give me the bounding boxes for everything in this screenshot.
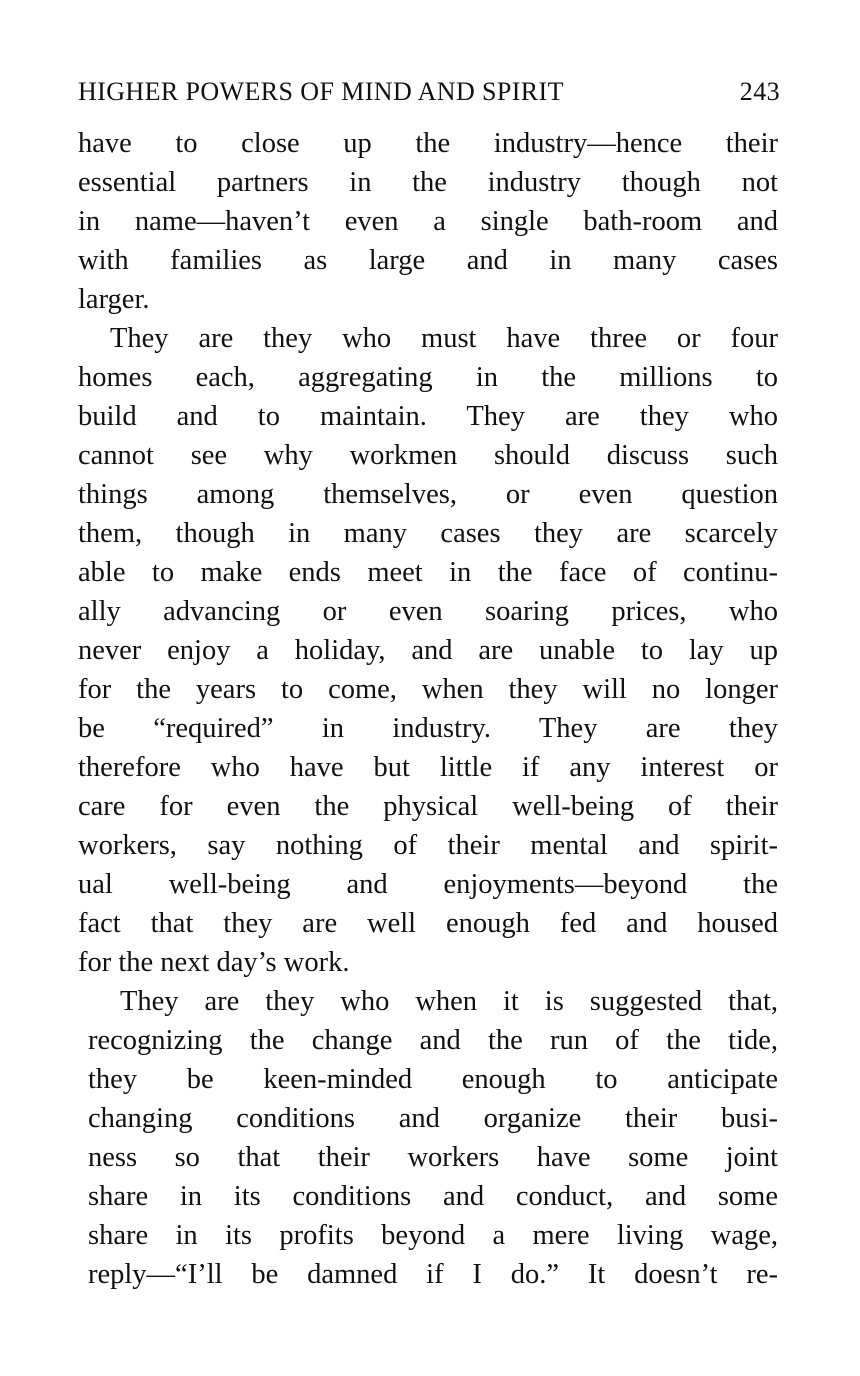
text-line: homes each, aggregating in the millions to — [78, 362, 778, 393]
text-line: for the years to come, when they will no longer — [78, 674, 778, 705]
text-line: able to make ends meet in the face of continu- — [78, 557, 778, 588]
text-line: fact that they are well enough fed and housed — [78, 908, 778, 939]
text-line: care for even the physical well-being of their — [78, 791, 778, 822]
text-line: build and to maintain. They are they who — [78, 401, 778, 432]
text-line: They are they who must have three or four — [110, 323, 778, 354]
text-line: share in its profits beyond a mere living wage, — [88, 1220, 778, 1251]
text-line: ual well-being and enjoyments—beyond the — [78, 869, 778, 900]
text-line: in name—haven’t even a single bath-room and — [78, 206, 778, 237]
text-line: with families as large and in many cases — [78, 245, 778, 276]
chapter-title: HIGHER POWERS OF MIND AND SPIRIT — [78, 77, 564, 106]
paragraph — [78, 124, 778, 319]
text-line: never enjoy a holiday, and are unable to lay up — [78, 635, 778, 666]
text-line: they be keen-minded enough to anticipate — [88, 1064, 778, 1095]
text-line: reply—“I’ll be damned if I do.” It doesn’t re- — [88, 1259, 778, 1290]
page-number: 243 — [739, 77, 780, 106]
text-line: cannot see why workmen should discuss such — [78, 440, 778, 471]
text-line: essential partners in the industry though not — [78, 167, 778, 198]
paragraph — [78, 982, 778, 1294]
running-head — [78, 74, 780, 110]
text-line: for the next day’s work. — [78, 947, 350, 978]
text-line: larger. — [78, 284, 150, 315]
paragraph — [78, 319, 778, 982]
body-text — [78, 124, 778, 1294]
text-line: workers, say nothing of their mental and spirit- — [78, 830, 778, 861]
text-line: ness so that their workers have some joint — [88, 1142, 778, 1173]
text-line: They are they who when it is suggested that, — [120, 986, 778, 1017]
text-line: them, though in many cases they are scarcely — [78, 518, 778, 549]
text-line: have to close up the industry—hence their — [78, 128, 778, 159]
text-line: ally advancing or even soaring prices, who — [78, 596, 778, 627]
text-line: be “required” in industry. They are they — [78, 713, 778, 744]
text-line: share in its conditions and conduct, and some — [88, 1181, 778, 1212]
text-line: changing conditions and organize their busi- — [88, 1103, 778, 1134]
text-line: recognizing the change and the run of the tide, — [88, 1025, 778, 1056]
text-line: things among themselves, or even question — [78, 479, 778, 510]
text-line: therefore who have but little if any interest or — [78, 752, 778, 783]
